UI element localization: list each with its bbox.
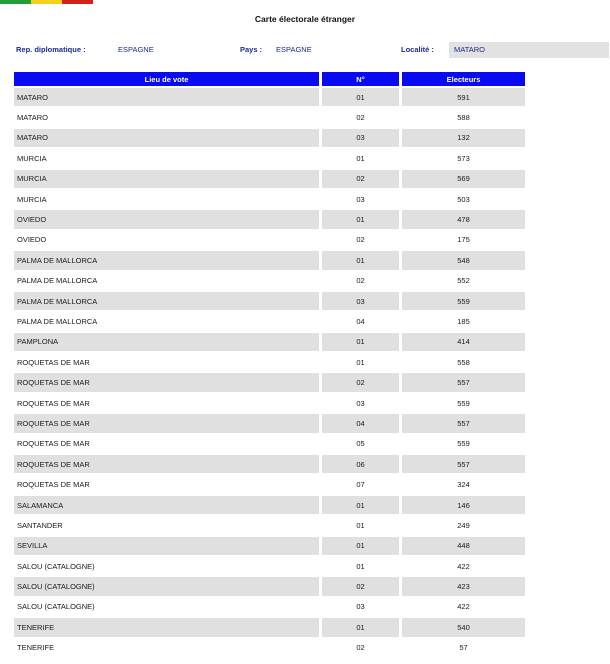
cell-numero: 03 [322, 598, 402, 616]
table-row [14, 435, 525, 453]
table-row [14, 210, 525, 228]
cell-lieu-de-vote: PAMPLONA [14, 333, 322, 351]
table-row [14, 394, 525, 412]
cell-numero: 04 [322, 414, 402, 432]
cell-electeurs: 422 [457, 602, 470, 612]
table-row [14, 455, 525, 473]
cell-lieu-de-vote: MATARO [14, 129, 322, 147]
pays-field [240, 42, 312, 58]
cell-numero: 03 [322, 190, 402, 208]
pays-value: ESPAGNE [276, 45, 312, 54]
cell-electeurs: 414 [402, 333, 525, 351]
cell-electeurs: 569 [402, 170, 525, 188]
table-row [14, 414, 525, 432]
cell-lieu-de-vote: SALOU (CATALOGNE) [14, 598, 322, 616]
table-row [14, 170, 525, 188]
cell-numero: 01 [322, 557, 402, 575]
cell-electeurs: 175 [457, 235, 470, 245]
header-electeurs: Electeurs [402, 72, 525, 86]
cell-lieu-de-vote: ROQUETAS DE MAR [14, 435, 322, 453]
flag-green-band [0, 0, 31, 4]
cell-lieu-de-vote: SALAMANCA [14, 496, 322, 514]
table-row [14, 231, 525, 249]
table-row [14, 149, 525, 167]
cell-numero: 03 [322, 292, 402, 310]
page-title: Carte électorale étranger [254, 14, 356, 24]
cell-numero: 02 [322, 170, 402, 188]
cell-lieu-de-vote: PALMA DE MALLORCA [14, 251, 322, 269]
localite-label: Localité : [401, 45, 434, 54]
table-row [14, 312, 525, 330]
cell-electeurs: 146 [402, 496, 525, 514]
table-row [14, 251, 525, 269]
cell-electeurs: 423 [402, 577, 525, 595]
cell-numero: 02 [322, 577, 402, 595]
cell-electeurs: 132 [402, 129, 525, 147]
cell-electeurs: 559 [457, 398, 470, 408]
cell-numero: 01 [322, 618, 402, 636]
cell-electeurs: 249 [457, 520, 470, 530]
cell-numero: 01 [322, 537, 402, 555]
cell-lieu-de-vote: ROQUETAS DE MAR [14, 475, 322, 493]
cell-electeurs: 448 [402, 537, 525, 555]
cell-electeurs: 557 [402, 455, 525, 473]
cell-lieu-de-vote: OVIEDO [14, 231, 322, 249]
table-row [14, 577, 525, 595]
cell-lieu-de-vote: MURCIA [14, 149, 322, 167]
cell-electeurs: 503 [457, 194, 470, 204]
flag-yellow-band [31, 0, 62, 4]
cell-electeurs: 557 [402, 414, 525, 432]
header-lieu-de-vote: Lieu de vote [14, 72, 322, 86]
table-row [14, 537, 525, 555]
cell-electeurs: 185 [457, 316, 470, 326]
cell-lieu-de-vote: ROQUETAS DE MAR [14, 394, 322, 412]
table-row [14, 353, 525, 371]
cell-numero: 02 [322, 639, 402, 657]
table-header-row [14, 72, 525, 86]
cell-numero: 01 [322, 149, 402, 167]
cell-lieu-de-vote: SANTANDER [14, 516, 322, 534]
cell-lieu-de-vote: SEVILLA [14, 537, 322, 555]
cell-lieu-de-vote: ROQUETAS DE MAR [14, 455, 322, 473]
table-row [14, 598, 525, 616]
cell-numero: 01 [322, 353, 402, 371]
cell-electeurs: 540 [402, 618, 525, 636]
cell-numero: 02 [322, 231, 402, 249]
cell-lieu-de-vote: MATARO [14, 88, 322, 106]
localite-value: MATARO [449, 42, 609, 58]
table-row [14, 190, 525, 208]
table-row [14, 129, 525, 147]
cell-electeurs: 573 [457, 153, 470, 163]
cell-electeurs: 422 [457, 561, 470, 571]
rep-diplomatique-field [16, 42, 154, 58]
cell-lieu-de-vote: TENERIFE [14, 639, 322, 657]
header-numero: N° [322, 72, 402, 86]
cell-lieu-de-vote: ROQUETAS DE MAR [14, 353, 322, 371]
cell-lieu-de-vote: PALMA DE MALLORCA [14, 272, 322, 290]
cell-lieu-de-vote: SALOU (CATALOGNE) [14, 557, 322, 575]
cell-electeurs: 558 [457, 357, 470, 367]
table-row [14, 88, 525, 106]
cell-electeurs: 557 [402, 373, 525, 391]
cell-numero: 03 [322, 129, 402, 147]
cell-numero: 04 [322, 312, 402, 330]
cell-numero: 01 [322, 88, 402, 106]
cell-lieu-de-vote: ROQUETAS DE MAR [14, 373, 322, 391]
cell-numero: 02 [322, 108, 402, 126]
cell-numero: 01 [322, 496, 402, 514]
cell-lieu-de-vote: OVIEDO [14, 210, 322, 228]
voting-places-table [14, 70, 525, 659]
pays-label: Pays : [240, 45, 263, 54]
cell-electeurs: 548 [402, 251, 525, 269]
cell-numero: 01 [322, 516, 402, 534]
cell-numero: 02 [322, 373, 402, 391]
table-row [14, 516, 525, 534]
table-row [14, 475, 525, 493]
table-row [14, 272, 525, 290]
cell-lieu-de-vote: MURCIA [14, 190, 322, 208]
cell-lieu-de-vote: MATARO [14, 108, 322, 126]
cell-electeurs: 478 [402, 210, 525, 228]
cell-lieu-de-vote: ROQUETAS DE MAR [14, 414, 322, 432]
table-row [14, 373, 525, 391]
table-row [14, 618, 525, 636]
table-row [14, 292, 525, 310]
cell-electeurs: 559 [402, 292, 525, 310]
cell-numero: 02 [322, 272, 402, 290]
table-row [14, 639, 525, 657]
cell-lieu-de-vote: PALMA DE MALLORCA [14, 312, 322, 330]
cell-numero: 01 [322, 333, 402, 351]
cell-numero: 01 [322, 251, 402, 269]
cell-numero: 05 [322, 435, 402, 453]
table-row [14, 557, 525, 575]
cell-numero: 01 [322, 210, 402, 228]
cell-numero: 07 [322, 475, 402, 493]
localite-field [401, 42, 610, 58]
cell-lieu-de-vote: PALMA DE MALLORCA [14, 292, 322, 310]
cell-numero: 03 [322, 394, 402, 412]
table-row [14, 496, 525, 514]
cell-electeurs: 552 [457, 276, 470, 286]
cell-electeurs: 591 [402, 88, 525, 106]
flag-red-band [62, 0, 93, 4]
table-row [14, 333, 525, 351]
cell-lieu-de-vote: TENERIFE [14, 618, 322, 636]
cell-numero: 06 [322, 455, 402, 473]
cell-electeurs: 588 [457, 113, 470, 123]
rep-diplomatique-value: ESPAGNE [118, 45, 154, 54]
cell-lieu-de-vote: MURCIA [14, 170, 322, 188]
cell-electeurs: 57 [459, 643, 468, 653]
rep-diplomatique-label: Rep. diplomatique : [16, 45, 86, 54]
table-row [14, 108, 525, 126]
cell-lieu-de-vote: SALOU (CATALOGNE) [14, 577, 322, 595]
cell-electeurs: 324 [457, 480, 470, 490]
cell-electeurs: 559 [457, 439, 470, 449]
